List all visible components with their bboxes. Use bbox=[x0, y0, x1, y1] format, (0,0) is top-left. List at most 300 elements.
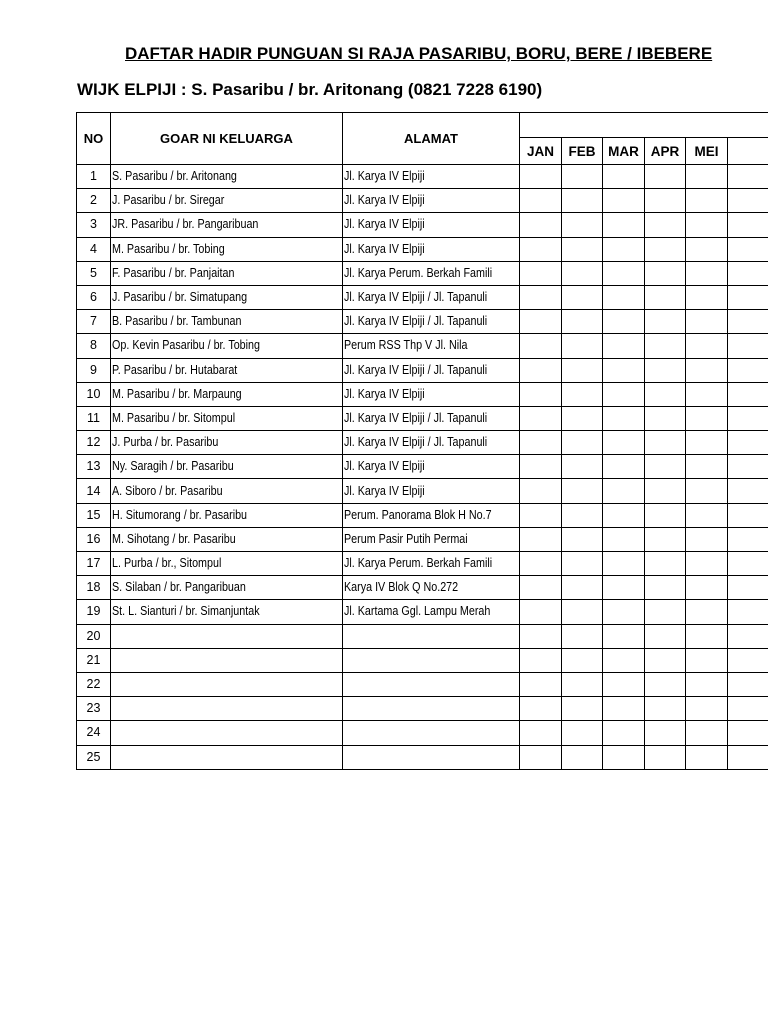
attendance-cell-mar bbox=[603, 479, 645, 503]
table-row bbox=[77, 576, 768, 600]
attendance-cell-mei bbox=[686, 310, 728, 334]
table-row bbox=[77, 600, 768, 624]
attendance-cell-jan bbox=[520, 310, 562, 334]
attendance-cell-next bbox=[728, 431, 768, 455]
attendance-cell-next bbox=[728, 552, 768, 576]
table-row bbox=[77, 479, 768, 503]
address: Jl. Karya IV Elpiji bbox=[344, 241, 425, 256]
family-name-cell bbox=[111, 600, 343, 624]
address-cell bbox=[343, 552, 520, 576]
attendance-cell-mar bbox=[603, 697, 645, 721]
header-month-next bbox=[728, 138, 768, 165]
family-name: M. Sihotang / br. Pasaribu bbox=[112, 531, 236, 546]
attendance-cell-mei bbox=[686, 527, 728, 551]
attendance-cell-apr bbox=[645, 624, 686, 648]
family-name-cell bbox=[111, 479, 343, 503]
attendance-cell-feb bbox=[562, 358, 603, 382]
attendance-cell-mar bbox=[603, 189, 645, 213]
family-name: JR. Pasaribu / br. Pangaribuan bbox=[112, 217, 259, 232]
attendance-cell-apr bbox=[645, 285, 686, 309]
attendance-cell-apr bbox=[645, 165, 686, 189]
attendance-cell-mar bbox=[603, 455, 645, 479]
address-cell bbox=[343, 648, 520, 672]
table-row bbox=[77, 431, 768, 455]
attendance-cell-next bbox=[728, 213, 768, 237]
row-number: 16 bbox=[77, 527, 111, 551]
row-number: 1 bbox=[77, 165, 111, 189]
attendance-cell-mar bbox=[603, 431, 645, 455]
attendance-cell-apr bbox=[645, 382, 686, 406]
family-name-cell bbox=[111, 503, 343, 527]
table-row bbox=[77, 624, 768, 648]
row-number: 3 bbox=[77, 213, 111, 237]
attendance-cell-apr bbox=[645, 237, 686, 261]
address-cell bbox=[343, 310, 520, 334]
family-name-cell bbox=[111, 697, 343, 721]
attendance-cell-next bbox=[728, 165, 768, 189]
family-name: S. Pasaribu / br. Aritonang bbox=[112, 169, 237, 184]
family-name-cell bbox=[111, 165, 343, 189]
attendance-cell-mar bbox=[603, 406, 645, 430]
document-title: DAFTAR HADIR PUNGUAN SI RAJA PASARIBU, BORU, BERE / IBEBERE bbox=[125, 44, 713, 63]
attendance-cell-next bbox=[728, 310, 768, 334]
attendance-cell-apr bbox=[645, 189, 686, 213]
row-number: 24 bbox=[77, 721, 111, 745]
attendance-cell-mar bbox=[603, 648, 645, 672]
family-name-cell bbox=[111, 648, 343, 672]
attendance-cell-next bbox=[728, 527, 768, 551]
attendance-cell-mei bbox=[686, 624, 728, 648]
address-cell bbox=[343, 237, 520, 261]
attendance-cell-apr bbox=[645, 600, 686, 624]
table-row bbox=[77, 648, 768, 672]
header-month-mar: MAR bbox=[603, 138, 645, 165]
attendance-cell-jan bbox=[520, 697, 562, 721]
attendance-cell-jan bbox=[520, 358, 562, 382]
family-name: Ny. Saragih / br. Pasaribu bbox=[112, 459, 234, 474]
family-name-cell bbox=[111, 334, 343, 358]
attendance-cell-apr bbox=[645, 745, 686, 769]
attendance-cell-next bbox=[728, 672, 768, 696]
attendance-cell-feb bbox=[562, 721, 603, 745]
attendance-cell-mei bbox=[686, 237, 728, 261]
attendance-cell-apr bbox=[645, 431, 686, 455]
family-name-cell bbox=[111, 624, 343, 648]
family-name-cell bbox=[111, 189, 343, 213]
attendance-cell-mei bbox=[686, 382, 728, 406]
family-name: F. Pasaribu / br. Panjaitan bbox=[112, 265, 235, 280]
attendance-cell-feb bbox=[562, 576, 603, 600]
family-name: J. Purba / br. Pasaribu bbox=[112, 435, 219, 450]
address: Jl. Karya IV Elpiji bbox=[344, 217, 425, 232]
attendance-cell-feb bbox=[562, 334, 603, 358]
row-number: 18 bbox=[77, 576, 111, 600]
attendance-cell-jan bbox=[520, 600, 562, 624]
table-row bbox=[77, 237, 768, 261]
attendance-cell-feb bbox=[562, 382, 603, 406]
attendance-cell-apr bbox=[645, 406, 686, 430]
family-name-cell bbox=[111, 261, 343, 285]
row-number: 7 bbox=[77, 310, 111, 334]
family-name: M. Pasaribu / br. Sitompul bbox=[112, 410, 236, 425]
address-cell bbox=[343, 503, 520, 527]
attendance-cell-mar bbox=[603, 745, 645, 769]
family-name-cell bbox=[111, 721, 343, 745]
attendance-table bbox=[76, 112, 768, 770]
attendance-cell-next bbox=[728, 237, 768, 261]
family-name: M. Pasaribu / br. Marpaung bbox=[112, 386, 242, 401]
attendance-cell-mei bbox=[686, 285, 728, 309]
attendance-cell-apr bbox=[645, 552, 686, 576]
header-month-mei: MEI bbox=[686, 138, 728, 165]
header-month-feb: FEB bbox=[562, 138, 603, 165]
attendance-cell-jan bbox=[520, 576, 562, 600]
attendance-cell-apr bbox=[645, 672, 686, 696]
table-row bbox=[77, 189, 768, 213]
attendance-cell-next bbox=[728, 406, 768, 430]
address-cell bbox=[343, 745, 520, 769]
attendance-cell-feb bbox=[562, 745, 603, 769]
attendance-cell-next bbox=[728, 479, 768, 503]
address-cell bbox=[343, 358, 520, 382]
attendance-cell-jan bbox=[520, 213, 562, 237]
attendance-cell-next bbox=[728, 455, 768, 479]
row-number: 12 bbox=[77, 431, 111, 455]
attendance-cell-jan bbox=[520, 721, 562, 745]
address-cell bbox=[343, 697, 520, 721]
row-number: 9 bbox=[77, 358, 111, 382]
address: Jl. Karya IV Elpiji bbox=[344, 459, 425, 474]
attendance-cell-apr bbox=[645, 648, 686, 672]
row-number: 20 bbox=[77, 624, 111, 648]
family-name-cell bbox=[111, 310, 343, 334]
attendance-cell-next bbox=[728, 261, 768, 285]
row-number: 5 bbox=[77, 261, 111, 285]
attendance-cell-apr bbox=[645, 503, 686, 527]
family-name-cell bbox=[111, 431, 343, 455]
attendance-cell-next bbox=[728, 285, 768, 309]
table-row bbox=[77, 334, 768, 358]
attendance-cell-mar bbox=[603, 503, 645, 527]
attendance-cell-feb bbox=[562, 552, 603, 576]
attendance-cell-mei bbox=[686, 189, 728, 213]
attendance-cell-mar bbox=[603, 358, 645, 382]
table-row bbox=[77, 455, 768, 479]
table-row bbox=[77, 213, 768, 237]
attendance-cell-next bbox=[728, 382, 768, 406]
family-name-cell bbox=[111, 285, 343, 309]
family-name-cell bbox=[111, 455, 343, 479]
attendance-cell-mar bbox=[603, 600, 645, 624]
row-number: 17 bbox=[77, 552, 111, 576]
attendance-cell-apr bbox=[645, 455, 686, 479]
address: Perum RSS Thp V Jl. Nila bbox=[344, 338, 468, 353]
family-name: L. Purba / br., Sitompul bbox=[112, 556, 222, 571]
address-cell bbox=[343, 285, 520, 309]
address-cell bbox=[343, 382, 520, 406]
row-number: 8 bbox=[77, 334, 111, 358]
row-number: 10 bbox=[77, 382, 111, 406]
attendance-cell-jan bbox=[520, 624, 562, 648]
row-number: 11 bbox=[77, 406, 111, 430]
table-row bbox=[77, 697, 768, 721]
attendance-cell-next bbox=[728, 600, 768, 624]
table-row bbox=[77, 382, 768, 406]
address: Perum Pasir Putih Permai bbox=[344, 531, 468, 546]
address-cell bbox=[343, 576, 520, 600]
family-name-cell bbox=[111, 672, 343, 696]
family-name: Op. Kevin Pasaribu / br. Tobing bbox=[112, 338, 261, 353]
attendance-cell-mei bbox=[686, 503, 728, 527]
attendance-cell-mar bbox=[603, 624, 645, 648]
attendance-cell-mei bbox=[686, 406, 728, 430]
attendance-cell-feb bbox=[562, 479, 603, 503]
family-name: J. Pasaribu / br. Siregar bbox=[112, 193, 225, 208]
address: Jl. Karya IV Elpiji bbox=[344, 169, 425, 184]
attendance-cell-apr bbox=[645, 213, 686, 237]
header-months-group bbox=[520, 113, 768, 138]
attendance-cell-feb bbox=[562, 310, 603, 334]
row-number: 6 bbox=[77, 285, 111, 309]
attendance-cell-feb bbox=[562, 237, 603, 261]
row-number: 2 bbox=[77, 189, 111, 213]
address: Perum. Panorama Blok H No.7 bbox=[344, 507, 492, 522]
attendance-cell-feb bbox=[562, 431, 603, 455]
row-number: 4 bbox=[77, 237, 111, 261]
address-cell bbox=[343, 600, 520, 624]
family-name: A. Siboro / br. Pasaribu bbox=[112, 483, 223, 498]
attendance-cell-mei bbox=[686, 455, 728, 479]
attendance-cell-jan bbox=[520, 455, 562, 479]
row-number: 21 bbox=[77, 648, 111, 672]
attendance-cell-mei bbox=[686, 697, 728, 721]
address: Jl. Karya IV Elpiji / Jl. Tapanuli bbox=[344, 362, 488, 377]
attendance-cell-mei bbox=[686, 358, 728, 382]
address-cell bbox=[343, 721, 520, 745]
address: Jl. Karya IV Elpiji / Jl. Tapanuli bbox=[344, 314, 488, 329]
address-cell bbox=[343, 455, 520, 479]
family-name-cell bbox=[111, 406, 343, 430]
address-cell bbox=[343, 213, 520, 237]
family-name-cell bbox=[111, 237, 343, 261]
attendance-cell-feb bbox=[562, 455, 603, 479]
family-name-cell bbox=[111, 552, 343, 576]
attendance-cell-mei bbox=[686, 213, 728, 237]
document-subtitle: WIJK ELPIJI : S. Pasaribu / br. Aritonang (0821 7228 6190) bbox=[77, 80, 543, 99]
family-name: P. Pasaribu / br. Hutabarat bbox=[112, 362, 238, 377]
attendance-cell-jan bbox=[520, 285, 562, 309]
family-name-cell bbox=[111, 213, 343, 237]
address: Jl. Karya IV Elpiji bbox=[344, 193, 425, 208]
attendance-cell-next bbox=[728, 624, 768, 648]
address-cell bbox=[343, 261, 520, 285]
table-row bbox=[77, 527, 768, 551]
attendance-cell-next bbox=[728, 697, 768, 721]
attendance-cell-jan bbox=[520, 165, 562, 189]
family-name-cell bbox=[111, 745, 343, 769]
attendance-cell-feb bbox=[562, 261, 603, 285]
attendance-cell-jan bbox=[520, 406, 562, 430]
attendance-cell-apr bbox=[645, 310, 686, 334]
attendance-cell-jan bbox=[520, 431, 562, 455]
table-row bbox=[77, 285, 768, 309]
attendance-cell-feb bbox=[562, 697, 603, 721]
attendance-cell-apr bbox=[645, 576, 686, 600]
attendance-cell-next bbox=[728, 503, 768, 527]
attendance-cell-mar bbox=[603, 261, 645, 285]
attendance-cell-feb bbox=[562, 527, 603, 551]
attendance-cell-mei bbox=[686, 648, 728, 672]
attendance-cell-feb bbox=[562, 213, 603, 237]
attendance-cell-mei bbox=[686, 600, 728, 624]
attendance-cell-next bbox=[728, 334, 768, 358]
table-row bbox=[77, 406, 768, 430]
address: Jl. Karya Perum. Berkah Famili bbox=[344, 556, 493, 571]
attendance-cell-feb bbox=[562, 503, 603, 527]
attendance-cell-next bbox=[728, 189, 768, 213]
table-row bbox=[77, 503, 768, 527]
attendance-cell-jan bbox=[520, 527, 562, 551]
attendance-cell-feb bbox=[562, 624, 603, 648]
attendance-cell-feb bbox=[562, 600, 603, 624]
table-row bbox=[77, 261, 768, 285]
table-row bbox=[77, 310, 768, 334]
address-cell bbox=[343, 431, 520, 455]
attendance-cell-jan bbox=[520, 503, 562, 527]
attendance-cell-jan bbox=[520, 261, 562, 285]
row-number: 14 bbox=[77, 479, 111, 503]
attendance-cell-mei bbox=[686, 552, 728, 576]
address-cell bbox=[343, 624, 520, 648]
attendance-cell-jan bbox=[520, 552, 562, 576]
attendance-cell-mar bbox=[603, 672, 645, 696]
attendance-cell-feb bbox=[562, 648, 603, 672]
family-name-cell bbox=[111, 358, 343, 382]
attendance-cell-mar bbox=[603, 237, 645, 261]
attendance-cell-mar bbox=[603, 165, 645, 189]
attendance-cell-mei bbox=[686, 334, 728, 358]
family-name: St. L. Sianturi / br. Simanjuntak bbox=[112, 604, 260, 619]
address-cell bbox=[343, 406, 520, 430]
attendance-cell-jan bbox=[520, 648, 562, 672]
attendance-cell-mar bbox=[603, 310, 645, 334]
attendance-sheet bbox=[76, 112, 768, 772]
attendance-cell-apr bbox=[645, 261, 686, 285]
attendance-cell-jan bbox=[520, 479, 562, 503]
attendance-cell-jan bbox=[520, 382, 562, 406]
attendance-cell-mei bbox=[686, 261, 728, 285]
address-cell bbox=[343, 189, 520, 213]
table-row bbox=[77, 358, 768, 382]
address-cell bbox=[343, 479, 520, 503]
attendance-cell-next bbox=[728, 358, 768, 382]
attendance-cell-mar bbox=[603, 527, 645, 551]
attendance-cell-apr bbox=[645, 527, 686, 551]
row-number: 15 bbox=[77, 503, 111, 527]
family-name-cell bbox=[111, 382, 343, 406]
attendance-cell-feb bbox=[562, 406, 603, 430]
family-name: M. Pasaribu / br. Tobing bbox=[112, 241, 225, 256]
family-name: H. Situmorang / br. Pasaribu bbox=[112, 507, 248, 522]
address: Jl. Karya IV Elpiji / Jl. Tapanuli bbox=[344, 435, 488, 450]
address: Jl. Kartama Ggl. Lampu Merah bbox=[344, 604, 491, 619]
row-number: 25 bbox=[77, 745, 111, 769]
attendance-cell-next bbox=[728, 721, 768, 745]
attendance-cell-apr bbox=[645, 697, 686, 721]
attendance-cell-jan bbox=[520, 237, 562, 261]
attendance-cell-mar bbox=[603, 721, 645, 745]
header-month-apr: APR bbox=[645, 138, 686, 165]
attendance-cell-next bbox=[728, 745, 768, 769]
address: Karya IV Blok Q No.272 bbox=[344, 580, 459, 595]
attendance-cell-apr bbox=[645, 721, 686, 745]
attendance-cell-next bbox=[728, 648, 768, 672]
attendance-cell-feb bbox=[562, 189, 603, 213]
attendance-cell-next bbox=[728, 576, 768, 600]
address: Jl. Karya IV Elpiji / Jl. Tapanuli bbox=[344, 290, 488, 305]
table-row bbox=[77, 721, 768, 745]
attendance-cell-apr bbox=[645, 479, 686, 503]
attendance-cell-jan bbox=[520, 672, 562, 696]
attendance-cell-mar bbox=[603, 334, 645, 358]
attendance-cell-feb bbox=[562, 165, 603, 189]
attendance-cell-jan bbox=[520, 189, 562, 213]
row-number: 22 bbox=[77, 672, 111, 696]
address-cell bbox=[343, 672, 520, 696]
header-no: NO bbox=[77, 113, 111, 165]
attendance-cell-feb bbox=[562, 285, 603, 309]
table-row bbox=[77, 552, 768, 576]
attendance-cell-mar bbox=[603, 382, 645, 406]
row-number: 23 bbox=[77, 697, 111, 721]
address-cell bbox=[343, 527, 520, 551]
family-name-cell bbox=[111, 576, 343, 600]
address: Jl. Karya IV Elpiji / Jl. Tapanuli bbox=[344, 410, 488, 425]
family-name: S. Silaban / br. Pangaribuan bbox=[112, 580, 246, 595]
family-name: J. Pasaribu / br. Simatupang bbox=[112, 290, 248, 305]
address: Jl. Karya Perum. Berkah Famili bbox=[344, 265, 493, 280]
attendance-cell-apr bbox=[645, 334, 686, 358]
address-cell bbox=[343, 334, 520, 358]
row-number: 13 bbox=[77, 455, 111, 479]
attendance-cell-mei bbox=[686, 576, 728, 600]
attendance-cell-mei bbox=[686, 479, 728, 503]
address: Jl. Karya IV Elpiji bbox=[344, 386, 425, 401]
row-number: 19 bbox=[77, 600, 111, 624]
table-row bbox=[77, 745, 768, 769]
attendance-cell-mei bbox=[686, 165, 728, 189]
attendance-cell-mei bbox=[686, 672, 728, 696]
address: Jl. Karya IV Elpiji bbox=[344, 483, 425, 498]
attendance-cell-mar bbox=[603, 576, 645, 600]
attendance-cell-mar bbox=[603, 285, 645, 309]
attendance-cell-mei bbox=[686, 745, 728, 769]
header-name: GOAR NI KELUARGA bbox=[111, 113, 343, 165]
header-month-jan: JAN bbox=[520, 138, 562, 165]
attendance-cell-mei bbox=[686, 721, 728, 745]
attendance-cell-mar bbox=[603, 552, 645, 576]
family-name-cell bbox=[111, 527, 343, 551]
family-name: B. Pasaribu / br. Tambunan bbox=[112, 314, 242, 329]
table-row bbox=[77, 672, 768, 696]
address-cell bbox=[343, 165, 520, 189]
attendance-cell-feb bbox=[562, 672, 603, 696]
attendance-cell-jan bbox=[520, 334, 562, 358]
attendance-cell-jan bbox=[520, 745, 562, 769]
header-address: ALAMAT bbox=[343, 113, 520, 165]
attendance-cell-mei bbox=[686, 431, 728, 455]
attendance-cell-apr bbox=[645, 358, 686, 382]
